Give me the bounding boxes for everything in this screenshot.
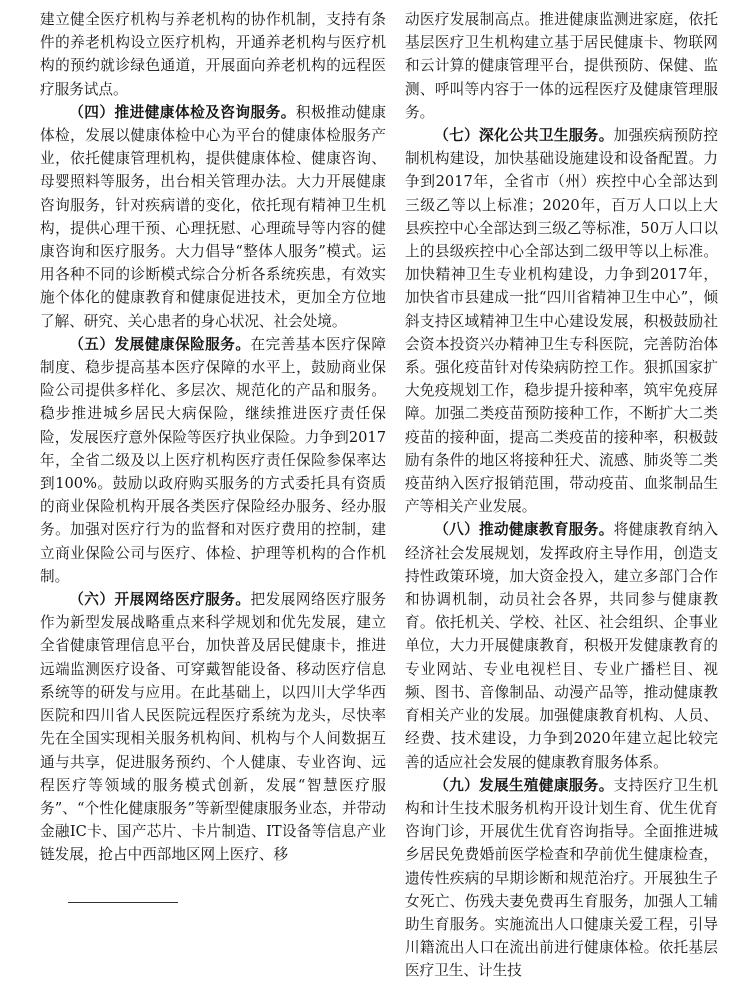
section-body-4: 积极推动健康体检，发展以健康体检中心为平台的健康体检服务产业，依托健康管理机构，提供健康体检、健康咨询、母婴照料等服务，出台相关管理办法。大力开展健康咨询服务，针对疾病谱的变化，依托现有精神卫生机构，提供心理干预、心理抚慰、心理疏导等内容的健康咨询和医疗服务。大力倡导“整体人服务”模式。运用各种不同的诊断模式综合分析各系统疾患，有效实施个体化的健康教育和健康促进技术，更加全方位地了解、研究、关心患者的身心状况、社会处境。 — [40, 103, 386, 330]
section-body-6: 把发展网络医疗服务作为新型发展战略重点来科学规划和优先发展，建立全省健康管理信息平台，加快普及居民健康卡，推进远端监测医疗设备、可穿戴智能设备、移动医疗信息系统等的研发与应用。在此基础上，以四川大学华西医院和四川省人民医院远程医疗系统为龙头，尽快率先在全国实现相关服务机构间、机构与个人间数据互通与共享，促进服务预约、个人健康、专业咨询、远程医疗等领域的服务模式创新，发展“智慧医疗服务”、“个性化健康服务”等新型健康服务业态，并带动金融IC卡、国产芯片、卡片制造、IT设备等信息产业链发展，抢占中西部地区网上医疗、移 — [40, 591, 386, 864]
left-column — [40, 8, 386, 867]
section-body-5: 在完善基本医疗保障制度、稳步提高基本医疗保障的水平上，鼓励商业保险公司提供多样化、多层次、规范化的产品和服务。稳步推进城乡居民大病保险，继续推进医疗责任保险，发展医疗意外保险等医疗执业保险。力争到2017年，全省二级及以上医疗机构医疗责任保险参保率达到100%。鼓励以政府购买服务的方式委托具有资质的商业保险机构开展各类医疗保险经办服务、经办服务。加强对医疗行为的监督和对医疗费用的控制，建立商业保险公司与医疗、体检、护理等机构的合作机制。 — [40, 335, 386, 585]
section-heading-4: （四）推进健康体检及咨询服务。 — [69, 103, 296, 121]
section-heading-9: （九）发展生殖健康服务。 — [434, 776, 614, 794]
section-heading-8: （八）推动健康教育服务。 — [434, 521, 614, 539]
section-body-9: 支持医疗卫生机构和计生技术服务机构开设计划生育、优生优育咨询门诊，开展优生优育咨询指导。全面推进城乡居民免费婚前医学检查和孕前优生健康检查，遗传性疾病的早期诊断和规范治疗。开展独生子女死亡、伤残夫妻免费再生育服务，加强人工辅助生育服务。实施流出人口健康关爱工程，引导川籍流出人口在流出前进行健康体检。依托基层医疗卫生、计生技 — [405, 776, 718, 980]
right-column — [405, 8, 718, 983]
section-body-8: 将健康教育纳入经济社会发展规划，发挥政府主导作用，创造支持性政策环境，加大资金投入，建立多部门合作和协调机制，动员社会各界，共同参与健康教育。依托机关、学校、社区、社会组织、企事业单位，大力开展健康教育，积极开发健康教育的专业网站、专业电视栏目、专业广播栏目、视频、图书、音像制品、动漫产品等，推动健康教育相关产业的发展。加强健康教育机构、人员、经费、技术建设，力争到2020年建立起比较完善的适应社会发展的健康教育服务体系。 — [405, 521, 718, 771]
paragraph-online-medical — [40, 588, 386, 866]
paragraph-elderly-care-continued: 建立健全医疗机构与养老机构的协作机制，支持有条件的养老机构设立医疗机构，开通养老机构与医疗机构的预约就诊绿色通道，开展面向养老机构的远程医疗服务试点。 — [40, 11, 386, 98]
footnote-rule — [68, 902, 178, 903]
section-body-7: 加强疾病预防控制机构建设，加快基础设施建设和设备配置。力争到2017年，全省市（州）疾控中心全部达到三级乙等以上标准；2020年，百万人口以上大县疾控中心全部达到三级乙等标准，50万人口以上的县级疾控中心全部达到二级甲等以上标准。加快精神卫生专业机构建设，力争到2017年，加快省市县建成一批“四川省精神卫生中心”，倾斜支持区域精神卫生中心建设发展，积极鼓励社会资本投资兴办精神卫生专科医院，完善防治体系。强化疫苗针对传染病防控工作。狠抓国家扩大免疫规划工作，稳步提升接种率，筑牢免疫屏障。加强二类疫苗预防接种工作，不断扩大二类疫苗的接种面，提高二类疫苗的接种率，积极鼓励有条件的地区将接种狂犬、流感、肺炎等二类疫苗纳入医疗报销范围，带动疫苗、血浆制品生产等相关产业发展。 — [405, 127, 718, 516]
paragraph-online-medical-continued: 动医疗发展制高点。推进健康监测进家庭，依托基层医疗卫生机构建立基于居民健康卡、物联网和云计算的健康管理平台，提供预防、保健、监测、呼叫等内容于一体的远程医疗及健康管理服务。 — [405, 11, 718, 121]
paragraph-health-education — [405, 518, 718, 773]
section-heading-6: （六）开展网络医疗服务。 — [69, 591, 251, 609]
section-heading-5: （五）发展健康保险服务。 — [69, 335, 251, 353]
paragraph-public-health — [405, 124, 718, 518]
paragraph-health-insurance — [40, 333, 386, 588]
paragraph-health-checkup — [40, 101, 386, 333]
section-heading-7: （七）深化公共卫生服务。 — [434, 127, 614, 145]
paragraph-reproductive-health — [405, 774, 718, 983]
